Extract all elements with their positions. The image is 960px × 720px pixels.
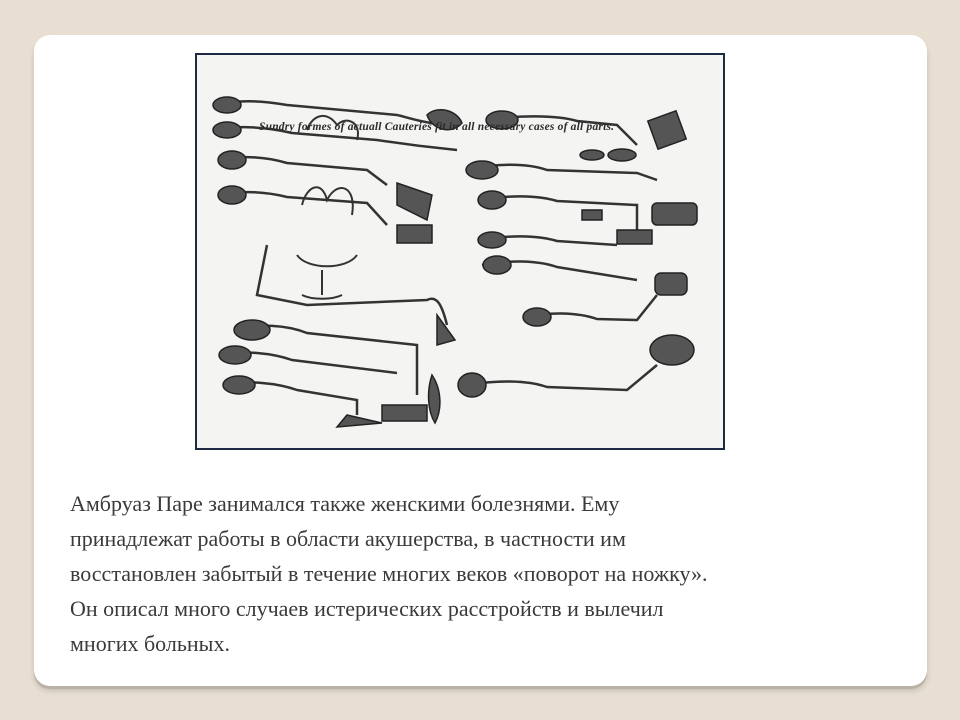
body-line: многих больных. [70, 631, 230, 656]
body-line: принадлежат работы в области акушерства, в частности им [70, 526, 626, 551]
cauteries-engraving [195, 53, 725, 450]
body-line: Амбруаз Паре занимался также женскими болезнями. Ему [70, 491, 620, 516]
body-line: Он описал много случаев истерических расстройств и вылечил [70, 596, 664, 621]
body-line: восстановлен забытый в течение многих веков «поворот на ножку». [70, 561, 708, 586]
body-paragraph [70, 486, 870, 661]
engraving-caption: Sundry formes of actuall Cauteries fit in all necessary cases of all parts. [259, 121, 615, 133]
engraving-illustration [197, 55, 723, 448]
